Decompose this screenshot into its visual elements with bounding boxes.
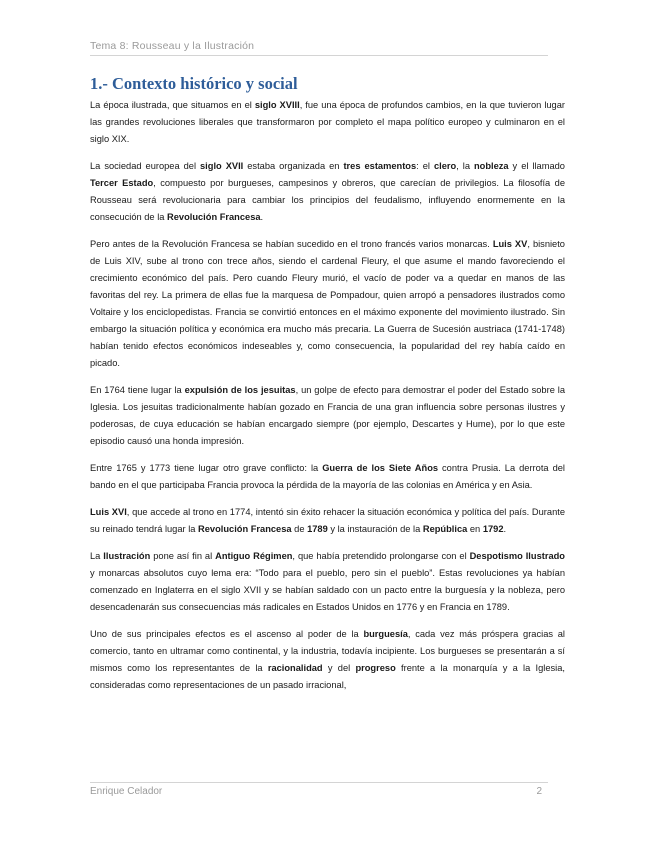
text-run: en xyxy=(467,524,483,534)
text-run: , que accede al trono en 1774, intentó sin éxito rehacer la situación económica y política del país. Durante su reinado tendrá lugar la xyxy=(90,507,565,534)
text-run: , que había pretendido prolongarse con el xyxy=(292,551,470,561)
bold-text: República xyxy=(422,524,468,534)
bold-text: clero xyxy=(433,161,457,171)
bold-text: tres estamentos xyxy=(343,161,417,171)
paragraph xyxy=(90,548,565,616)
paragraph xyxy=(90,504,565,538)
text-run: de xyxy=(291,524,308,534)
bold-text: siglo XVIII xyxy=(254,100,300,110)
bold-text: racionalidad xyxy=(267,663,323,673)
bold-text: siglo XVII xyxy=(200,161,244,171)
text-run: y la instauración de la xyxy=(327,524,423,534)
text-run: y del xyxy=(322,663,356,673)
text-run: La época ilustrada, que situamos en el xyxy=(90,100,255,110)
bold-text: Despotismo Ilustrado xyxy=(469,551,565,561)
paragraph xyxy=(90,236,565,372)
text-run: : el xyxy=(416,161,434,171)
bold-text: Luis XVI xyxy=(90,507,127,517)
page-header: Tema 8: Rousseau y la Ilustración xyxy=(90,40,548,56)
bold-text: Ilustración xyxy=(103,551,151,561)
text-run: En 1764 tiene lugar la xyxy=(90,385,185,395)
text-run: Entre 1765 y 1773 tiene lugar otro grave conflicto: la xyxy=(90,463,323,473)
paragraph xyxy=(90,382,565,450)
text-run: , compuesto por burgueses, campesinos y obreros, que carecían de privilegios. La filosofía de Rousseau será revolucionaria para cambiar los principios del feudalismo, influyendo enormemente en la consecución de la xyxy=(90,178,565,222)
text-run: , bisnieto de Luis XIV, sube al trono con trece años, siendo el cardenal Fleury, el que asume el mando favoreciendo el crecimiento económico del país. Pero cuando Fleury murió, el vacío de poder va a quedar en manos de las favoritas del rey. La primera de ellas fue la marquesa de Pompadour, quien arropó a pensadores ilustrados como Voltaire y los enciclopedistas. Francia se convirtió entonces en el máximo exponente del movimiento ilustrado. Sin embargo la situación política y económica era mucho más precaria. La Guerra de Sucesión austriaca (1741-1748) habían tenido efectos económicos indeseables y, como consecuencia, la popularidad del rey había caído en picado. xyxy=(90,239,565,368)
text-run: , cada vez más próspera gracias al comercio, tanto en ultramar como continental, y la industria, todavía incipiente. Los burgueses se presentarán a sí mismos como los representantes de la xyxy=(90,629,565,673)
paragraph xyxy=(90,460,565,494)
paragraph xyxy=(90,626,565,694)
bold-text: Luis XV xyxy=(492,239,528,249)
text-run: y el llamado xyxy=(508,161,565,171)
text-run: La sociedad europea del xyxy=(90,161,201,171)
bold-text: Tercer Estado xyxy=(90,178,154,188)
text-run: La xyxy=(90,551,104,561)
bold-text: Revolución Francesa xyxy=(198,524,292,534)
bold-text: Guerra de los Siete Años xyxy=(322,463,439,473)
page-number: 2 xyxy=(536,786,542,797)
bold-text: Antiguo Régimen xyxy=(215,551,293,561)
bold-text: expulsión de los jesuitas xyxy=(184,385,296,395)
body-text xyxy=(90,97,565,694)
text-run: , la xyxy=(456,161,474,171)
text-run: contra Prusia. La derrota del bando en el que participaba Francia provoca la pérdida de la mayoría de las colonias en América y en Asia. xyxy=(90,463,565,490)
text-run: frente a la monarquía y a la Iglesia, consideradas como representaciones de un pasado irracional, xyxy=(90,663,566,690)
paragraph xyxy=(90,158,565,226)
page-footer xyxy=(90,782,548,797)
bold-text: Revolución Francesa xyxy=(167,212,261,222)
paragraph xyxy=(90,97,565,148)
bold-text: 1792 xyxy=(482,524,504,534)
bold-text: nobleza xyxy=(473,161,509,171)
text-run: , fue una época de profundos cambios, en la que tuvieron lugar las grandes revoluciones liberales que transformaron por completo el mapa político europeo y culminaron en el siglo XIX. xyxy=(90,100,565,144)
footer-author: Enrique Celador xyxy=(90,786,163,797)
text-run: y monarcas absolutos cuyo lema era: “Todo para el pueblo, pero sin el pueblo”. Estas revoluciones ya habían comenzado en Inglaterra en el siglo XVII y se habían saldado con un pacto entre la burguesía y la nobleza, pero desencadenarán sus consecuencias más radicales en Estados Unidos en 1776 y en Francia en 1789. xyxy=(90,568,565,612)
page-content xyxy=(90,74,565,704)
bold-text: progreso xyxy=(355,663,396,673)
text-run: Pero antes de la Revolución Francesa se habían sucedido en el trono francés varios monarcas. xyxy=(90,239,493,249)
text-run: . xyxy=(503,524,507,534)
text-run: pone así fin al xyxy=(150,551,216,561)
text-run: estaba organizada en xyxy=(243,161,344,171)
text-run: . xyxy=(260,212,264,222)
text-run: Uno de sus principales efectos es el ascenso al poder de la xyxy=(90,629,364,639)
bold-text: 1789 xyxy=(307,524,328,534)
section-heading: 1.- Contexto histórico y social xyxy=(90,74,298,93)
bold-text: burguesía xyxy=(363,629,408,639)
text-run: , un golpe de efecto para demostrar el poder del Estado sobre la Iglesia. Los jesuitas tradicionalmente habían gozado en Francia de una gran influencia sobre personas ilustres y poderosas, de cuya educación se habían encargado siempre (por ejemplo, Descartes y Hume), por lo que este episodio causó una honda impresión. xyxy=(90,385,565,446)
